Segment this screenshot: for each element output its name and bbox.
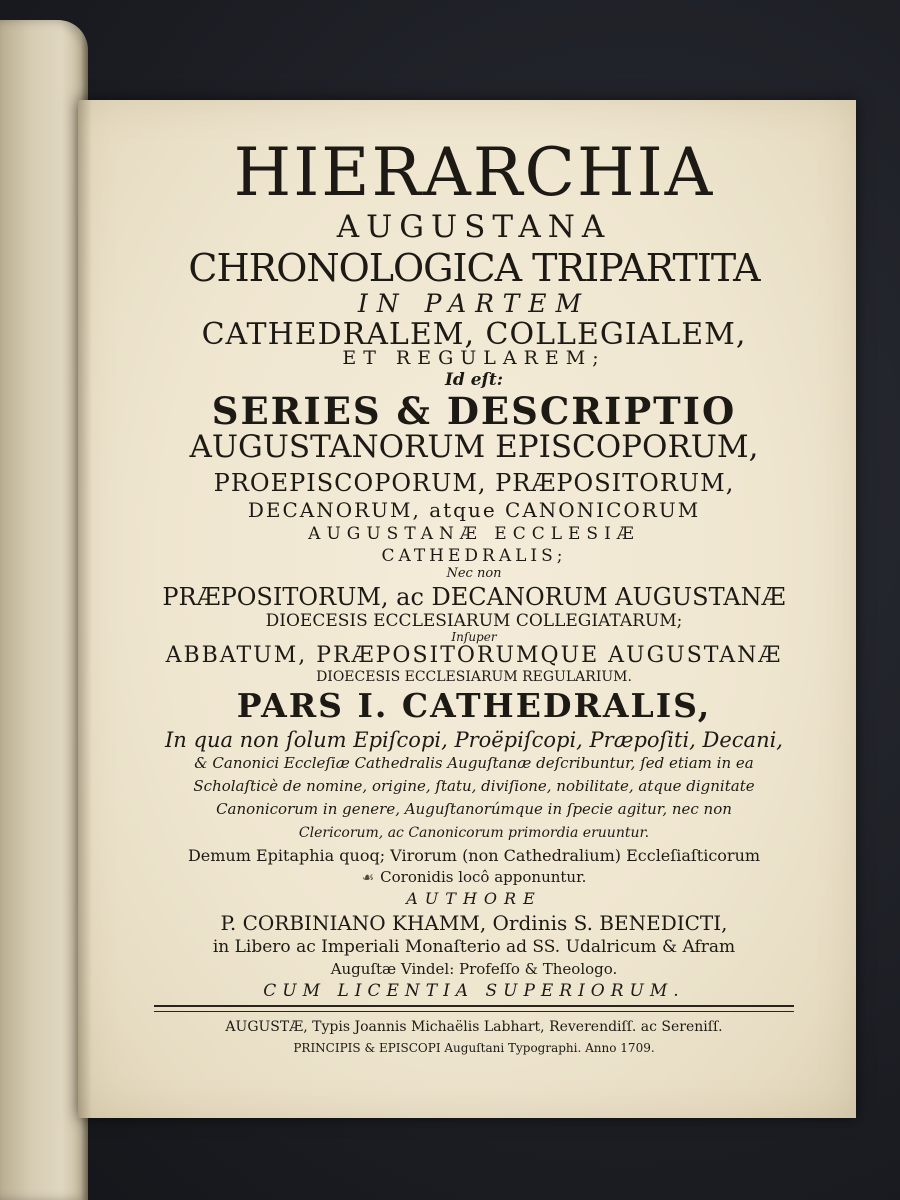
main-title: HIERARCHIA	[233, 134, 715, 211]
title-page-text	[92, 118, 856, 1054]
subtitle-cathedralem: CATHEDRALEM, COLLEGIALEM,	[201, 317, 747, 352]
proepiscoporum-line: PROEPISCOPORUM, PRÆPOSITORUM,	[213, 469, 735, 497]
coronidis-text: Coronidis locô apponuntur.	[380, 868, 587, 886]
regularium-line: DIOECESIS ECCLESIARUM REGULARIUM.	[316, 669, 632, 685]
praepositorum-line: PRÆPOSITORUM, ac DECANORUM AUGUSTANÆ	[162, 583, 786, 611]
imprint-line-2: PRINCIPIS & EPISCOPI Auguſtani Typographi. Anno 1709.	[293, 1041, 655, 1055]
subtitle-chronologica: CHRONOLOGICA TRIPARTITA	[188, 246, 760, 290]
authore: AUTHORE	[406, 889, 542, 908]
imprint-line-1: AUGUSTÆ, Typis Joannis Michaëlis Labhart, Reverendiſſ. ac Sereniſſ.	[225, 1019, 723, 1035]
description-line-5: Clericorum, ac Canonicorum primordia eruuntur.	[298, 825, 650, 841]
fleuron-mark: ☙	[361, 870, 375, 886]
description-line-4: Canonicorum in genere, Auguſtanorúmque in ſpecie agitur, nec non	[216, 800, 732, 818]
epitaphia-line: Demum Epitaphia quoq; Virorum (non Cathedralium) Eccleſiaſticorum	[187, 846, 761, 865]
author-name: P. CORBINIANO KHAMM, Ordinis S. BENEDICTI,	[220, 911, 728, 935]
subtitle-in-partem: IN PARTEM	[357, 289, 591, 318]
profession-line: Auguſtæ Vindel: Profeſſo & Theologo.	[330, 960, 618, 978]
monastery-line: in Libero ac Imperiali Monaſterio ad SS. Udalricum & Afram	[212, 937, 736, 957]
coronidis-line	[92, 870, 856, 885]
id-est: Id eſt:	[444, 370, 503, 390]
cathedralis: CATHEDRALIS;	[381, 546, 567, 566]
imprint-rule	[154, 1005, 794, 1012]
collegiatarum-line: DIOECESIS ECCLESIARUM COLLEGIATARUM;	[265, 611, 683, 631]
description-line-3: Scholaſticè de nomine, origine, ſtatu, diviſione, nobilitate, atque dignitate	[193, 777, 755, 795]
facing-page-edge	[0, 20, 88, 1200]
augustanorum-episcoporum: AUGUSTANORUM EPISCOPORUM,	[189, 429, 759, 465]
subtitle-augustana: AUGUSTANA	[336, 209, 612, 245]
description-line-1: In qua non ſolum Epiſcopi, Proëpiſcopi, Præpoſiti, Decani,	[165, 728, 783, 752]
series-descriptio: SERIES & DESCRIPTIO	[211, 389, 737, 433]
description-line-2: & Canonici Eccleſiæ Cathedralis Auguſtanæ deſcribuntur, ſed etiam in ea	[194, 754, 754, 772]
subtitle-regularem: ET REGULAREM;	[342, 347, 606, 369]
page-gutter-shadow	[78, 100, 92, 1118]
abbatum-line: ABBATUM, PRÆPOSITORUMQUE AUGUSTANÆ	[165, 643, 783, 668]
licentia-line: CUM LICENTIA SUPERIORUM.	[263, 981, 685, 1001]
nec-non: Nec non	[446, 566, 502, 581]
pars-cathedralis: PARS I. CATHEDRALIS,	[236, 686, 712, 725]
insuper: Inſuper	[451, 630, 497, 644]
augustanae-ecclesiae: AUGUSTANÆ ECCLESIÆ	[308, 524, 640, 544]
decanorum-line: DECANORUM, atque CANONICORUM	[247, 498, 701, 522]
